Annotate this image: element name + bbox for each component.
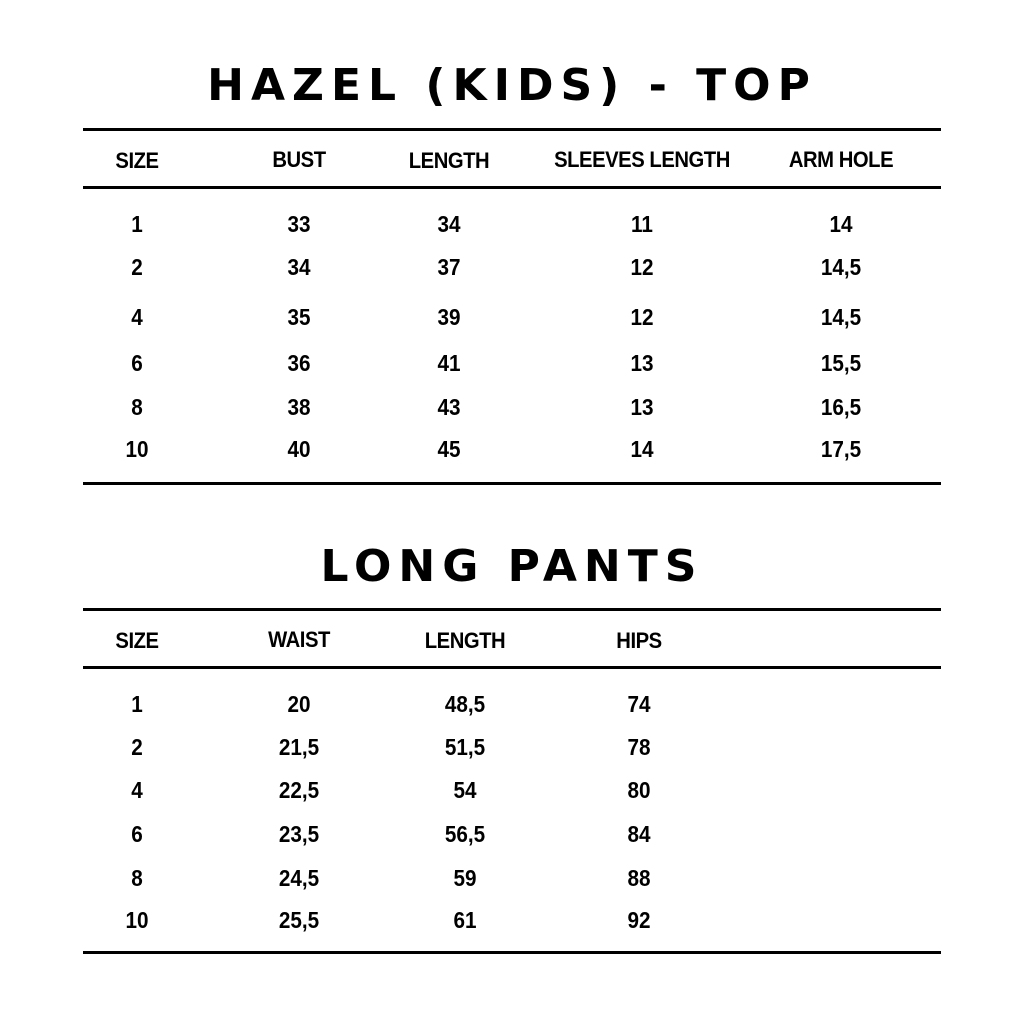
pants-cell: 23,5 xyxy=(278,821,320,847)
header-bust: BUST xyxy=(272,147,326,172)
header-size: SIZE xyxy=(115,148,159,173)
top-table-title: HAZEL (KIDS) - TOP xyxy=(207,60,817,111)
top-cell: 35 xyxy=(287,304,311,330)
pants-cell: 6 xyxy=(131,821,143,847)
pants-cell: 74 xyxy=(627,691,651,717)
pants-cell: 2 xyxy=(131,734,143,760)
top-cell: 13 xyxy=(630,394,654,420)
pants-cell: 1 xyxy=(131,691,143,717)
pants-cell: 21,5 xyxy=(278,734,320,760)
top-cell: 17,5 xyxy=(820,436,862,462)
top-cell: 14 xyxy=(630,436,654,462)
top-cell: 12 xyxy=(630,254,654,280)
pants-cell: 56,5 xyxy=(444,821,486,847)
top-cell: 13 xyxy=(630,350,654,376)
top-cell: 40 xyxy=(287,436,311,462)
header-length: LENGTH xyxy=(408,148,490,173)
header-hips: HIPS xyxy=(616,628,662,653)
pants-header-rule-top xyxy=(83,608,941,611)
pants-cell: 88 xyxy=(627,865,651,891)
pants-table-rule-bottom xyxy=(83,951,941,954)
top-cell: 10 xyxy=(125,436,149,462)
top-cell: 1 xyxy=(131,211,143,237)
top-cell: 36 xyxy=(287,350,311,376)
top-table-rule-bottom xyxy=(83,482,941,485)
pants-cell: 20 xyxy=(287,691,311,717)
pants-cell: 8 xyxy=(131,865,143,891)
header-length: LENGTH xyxy=(424,628,506,653)
top-cell: 43 xyxy=(437,394,461,420)
header-arm-hole: ARM HOLE xyxy=(788,147,894,172)
pants-cell: 48,5 xyxy=(444,691,486,717)
top-cell: 8 xyxy=(131,394,143,420)
pants-cell: 10 xyxy=(125,907,149,933)
pants-cell: 51,5 xyxy=(444,734,486,760)
pants-cell: 80 xyxy=(627,777,651,803)
pants-cell: 84 xyxy=(627,821,651,847)
pants-header-rule-bottom xyxy=(83,666,941,669)
top-cell: 34 xyxy=(437,211,461,237)
pants-cell: 78 xyxy=(627,734,651,760)
top-header-rule-bottom xyxy=(83,186,941,189)
top-cell: 39 xyxy=(437,304,461,330)
header-sleeves-length: SLEEVES LENGTH xyxy=(554,147,730,172)
pants-cell: 24,5 xyxy=(278,865,320,891)
top-cell: 38 xyxy=(287,394,311,420)
top-header-rule-top xyxy=(83,128,941,131)
pants-cell: 25,5 xyxy=(278,907,320,933)
top-cell: 4 xyxy=(131,304,143,330)
header-waist: WAIST xyxy=(268,627,330,652)
top-cell: 14,5 xyxy=(820,304,862,330)
pants-cell: 54 xyxy=(453,777,477,803)
top-cell: 45 xyxy=(437,436,461,462)
top-cell: 14 xyxy=(829,211,853,237)
top-cell: 33 xyxy=(287,211,311,237)
top-cell: 41 xyxy=(437,350,461,376)
top-cell: 6 xyxy=(131,350,143,376)
pants-cell: 4 xyxy=(131,777,143,803)
top-cell: 12 xyxy=(630,304,654,330)
pants-cell: 61 xyxy=(453,907,477,933)
pants-cell: 92 xyxy=(627,907,651,933)
top-cell: 15,5 xyxy=(820,350,862,376)
top-cell: 11 xyxy=(631,211,653,237)
top-cell: 16,5 xyxy=(820,394,862,420)
pants-cell: 59 xyxy=(453,865,477,891)
top-cell: 34 xyxy=(287,254,311,280)
pants-table-title: LONG PANTS xyxy=(320,541,704,592)
top-cell: 14,5 xyxy=(820,254,862,280)
top-cell: 37 xyxy=(437,254,461,280)
top-cell: 2 xyxy=(131,254,143,280)
header-size: SIZE xyxy=(115,628,159,653)
pants-cell: 22,5 xyxy=(278,777,320,803)
